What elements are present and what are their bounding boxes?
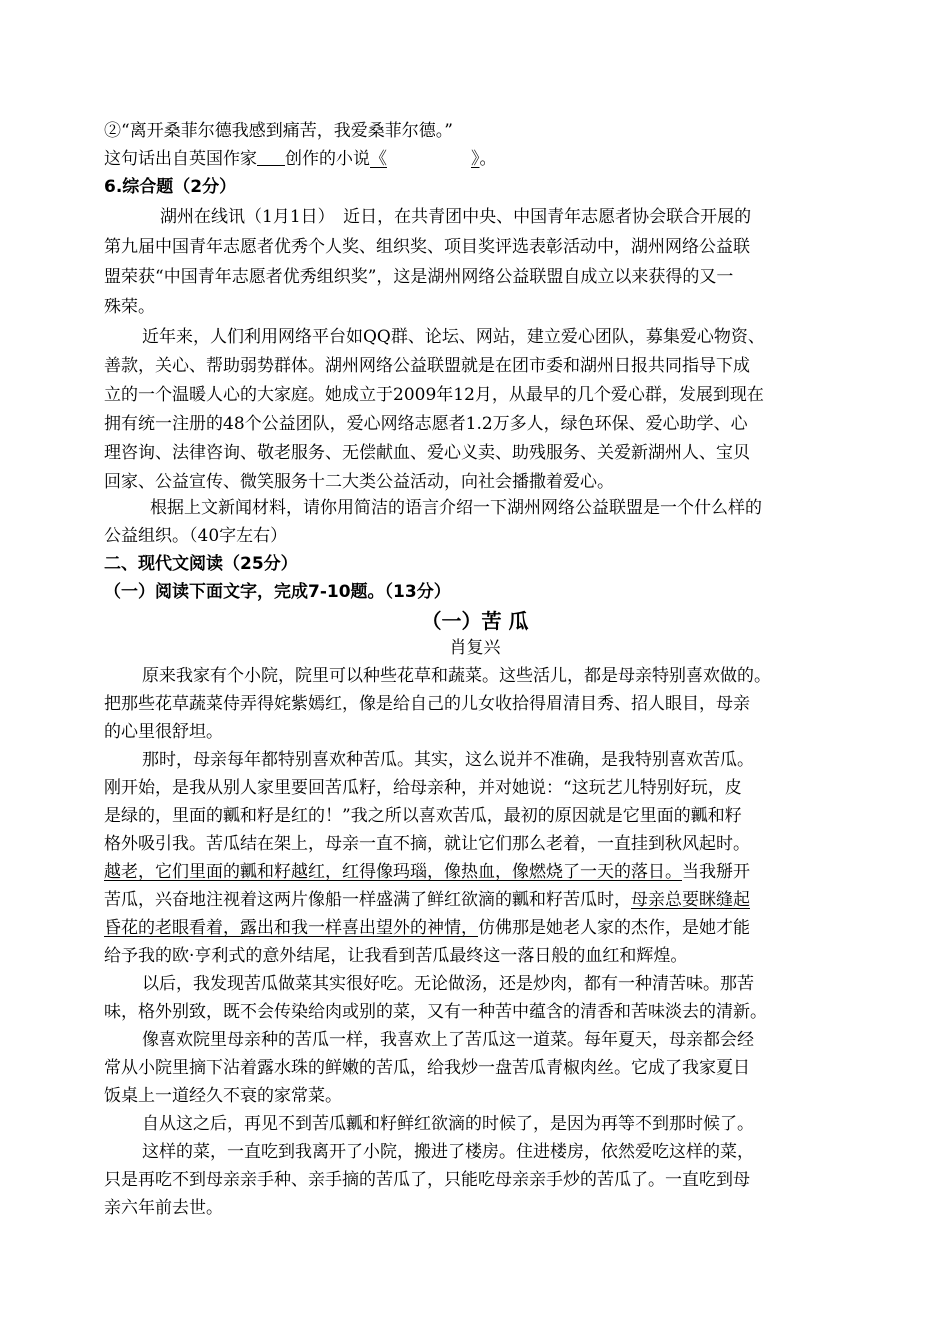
article-line: 苦瓜，兴奋地注视着这两片像船一样盛满了鲜红欲滴的瓤和籽苦瓜时，母亲总要眯缝起 — [104, 890, 750, 910]
q6-line: 立的一个温暖人心的大家庭。她成立于2009年12月，从最早的几个爱心群，发展到现在 — [104, 385, 764, 405]
article-line: 是绿的，里面的瓤和籽是红的！”我之所以喜欢苦瓜，最初的原因就是它里面的瓤和籽 — [104, 806, 742, 826]
underlined-sentence: 昏花的老眼看着，露出和我一样喜出望外的神情， — [104, 918, 478, 938]
article-line: 常从小院里摘下沾着露水珠的鲜嫩的苦瓜，给我炒一盘苦瓜青椒肉丝。它成了我家夏日 — [104, 1058, 750, 1078]
underlined-sentence: 母亲总要眯缝起 — [631, 890, 750, 910]
q6-line: 近年来，人们利用网络平台如QQ群、论坛、网站，建立爱心团队，募集爱心物资、 — [142, 327, 765, 347]
article-line: 饭桌上一道经久不衰的家常菜。 — [104, 1086, 342, 1106]
article-title: （一）苦 瓜 — [421, 609, 529, 633]
q5-mid: 创作的小说 — [285, 149, 370, 169]
article-line: 亲六年前去世。 — [104, 1198, 223, 1218]
article-line: 刚开始，是我从别人家里要回苦瓜籽，给母亲种，并对她说：“这玩艺儿特别好玩，皮 — [104, 778, 742, 798]
section2-heading: 二、现代文阅读（25分） — [104, 554, 298, 574]
q5-item2-quote: ②“离开桑菲尔德我感到痛苦，我爱桑菲尔德。” — [104, 121, 453, 141]
q6-line: 第九届中国青年志愿者优秀个人奖、组织奖、项目奖评选表彰活动中，湖州网络公益联 — [104, 237, 750, 257]
q6-line: 殊荣。 — [104, 297, 155, 317]
q6-line: 理咨询、法律咨询、敬老服务、无偿献血、爱心义卖、助残服务、关爱新湖州人、宝贝 — [104, 443, 750, 463]
article-author: 肖复兴 — [449, 638, 501, 658]
article-line: 只是再吃不到母亲亲手种、亲手摘的苦瓜了，只能吃母亲亲手炒的苦瓜了。一直吃到母 — [104, 1170, 750, 1190]
q6-line: 善款，关心、帮助弱势群体。湖州网络公益联盟就是在团市委和湖州日报共同指导下成 — [104, 356, 750, 376]
article-line: 像喜欢院里母亲种的苦瓜一样，我喜欢上了苦瓜这一道菜。每年夏天，母亲都会经 — [142, 1030, 754, 1050]
novel-title-blank[interactable]: 《 》 — [370, 149, 480, 169]
q5-prefix: 这句话出自英国作家 — [104, 149, 257, 169]
q6-line: 盟荣获“中国青年志愿者优秀组织奖”，这是湖州网络公益联盟自成立以来获得的又一 — [104, 267, 734, 287]
article-line: 味，格外别致，既不会传染给肉或别的菜，又有一种苦中蕴含的清香和苦味淡去的清新。 — [104, 1002, 767, 1022]
q6-line: 湖州在线讯（1月1日） 近日，在共青团中央、中国青年志愿者协会联合开展的 — [160, 207, 752, 227]
article-line: 给予我的欧·亨利式的意外结尾，让我看到苦瓜最终这一落日般的血红和辉煌。 — [104, 946, 688, 966]
section2-subheading: （一）阅读下面文字，完成7-10题。（13分） — [104, 582, 451, 602]
q6-prompt: 公益组织。（40字左右） — [104, 526, 288, 546]
article-line: 昏花的老眼看着，露出和我一样喜出望外的神情，仿佛那是她老人家的杰作，是她才能 — [104, 918, 750, 938]
q6-line: 拥有统一注册的48个公益团队，爱心网络志愿者1.2万多人，绿色环保、爱心助学、心 — [104, 414, 748, 434]
q5-item2-fill-line: 这句话出自英国作家 创作的小说《 》。 — [104, 149, 497, 169]
q6-line: 回家、公益宣传、微笑服务十二大类公益活动，向社会播撒着爱心。 — [104, 472, 614, 492]
article-line: 把那些花草蔬菜侍弄得姹紫嫣红，像是给自己的儿女收拾得眉清目秀、招人眼目，母亲 — [104, 694, 750, 714]
underlined-sentence: 越老，它们里面的瓤和籽越红，红得像玛瑙，像热血，像燃烧了一天的落日。 — [104, 862, 682, 882]
article-line: 原来我家有个小院，院里可以种些花草和蔬菜。这些活儿，都是母亲特别喜欢做的。 — [142, 666, 771, 686]
article-line: 那时，母亲每年都特别喜欢种苦瓜。其实，这么说并不准确，是我特别喜欢苦瓜。 — [142, 750, 754, 770]
article-line: 这样的菜，一直吃到我离开了小院，搬进了楼房。住进楼房，依然爱吃这样的菜， — [142, 1142, 754, 1162]
article-line: 格外吸引我。苦瓜结在架上，母亲一直不摘，就让它们那么老着，一直挂到秋风起时。 — [104, 834, 750, 854]
q6-prompt: 根据上文新闻材料，请你用简洁的语言介绍一下湖州网络公益联盟是一个什么样的 — [150, 498, 762, 518]
author-blank[interactable] — [257, 149, 285, 166]
article-line: 以后，我发现苦瓜做菜其实很好吃。无论做汤，还是炒肉，都有一种清苦味。那苦 — [142, 974, 754, 994]
article-line: 自从这之后，再见不到苦瓜瓤和籽鲜红欲滴的时候了，是因为再等不到那时候了。 — [142, 1114, 754, 1134]
article-line: 的心里很舒坦。 — [104, 722, 223, 742]
article-line: 越老，它们里面的瓤和籽越红，红得像玛瑙，像热血，像燃烧了一天的落日。当我掰开 — [104, 862, 750, 882]
q6-heading: 6.综合题（2分） — [104, 177, 237, 197]
